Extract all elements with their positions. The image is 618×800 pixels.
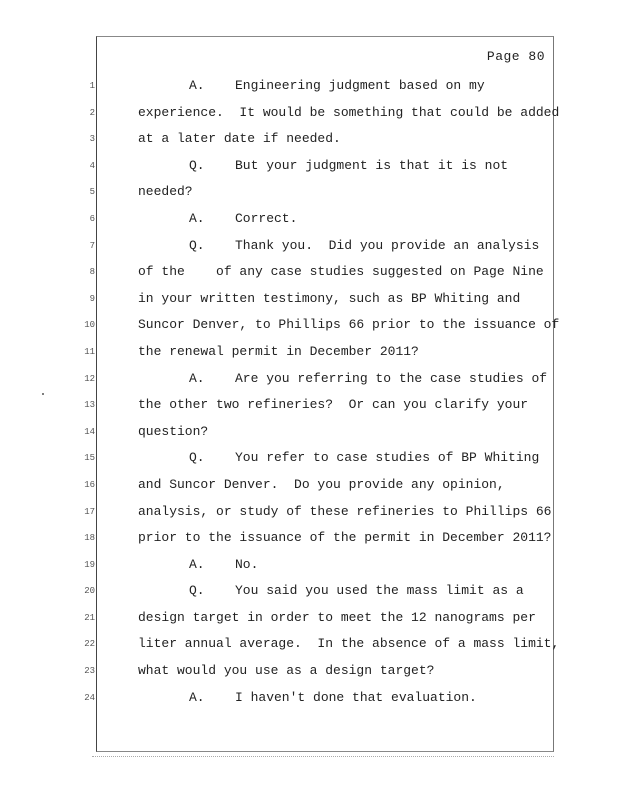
transcript-line bbox=[89, 259, 553, 286]
line-body: Are you referring to the case studies of bbox=[235, 370, 548, 386]
speaker-label: A. bbox=[189, 689, 205, 705]
line-body: the other two refineries? Or can you clarify your bbox=[138, 397, 529, 413]
line-text bbox=[138, 259, 544, 286]
line-number: 10 bbox=[84, 320, 95, 331]
line-text bbox=[138, 658, 434, 685]
line-body: liter annual average. In the absence of a mass limit, bbox=[138, 636, 560, 652]
line-body: But your judgment is that it is not bbox=[235, 157, 509, 173]
speaker-label: A. bbox=[189, 370, 205, 386]
speaker-label: A. bbox=[189, 78, 205, 93]
transcript-line bbox=[89, 100, 560, 127]
speaker-label: A. bbox=[189, 556, 205, 572]
line-text bbox=[138, 312, 559, 339]
line-text bbox=[189, 552, 258, 579]
line-body: needed? bbox=[138, 184, 193, 200]
line-text bbox=[138, 499, 551, 526]
line-number: 6 bbox=[89, 213, 95, 224]
scan-artifact-line bbox=[92, 756, 554, 758]
line-number: 17 bbox=[84, 506, 95, 517]
line-body: Engineering judgment based on my bbox=[235, 78, 485, 93]
line-number: 24 bbox=[84, 692, 95, 703]
line-body: Correct. bbox=[235, 210, 298, 226]
transcript-line bbox=[89, 206, 553, 233]
line-number: 16 bbox=[84, 479, 95, 490]
line-body: You refer to case studies of BP Whiting bbox=[235, 450, 540, 466]
line-body: in your written testimony, such as BP Whiting and bbox=[138, 290, 521, 306]
line-body: design target in order to meet the 12 nanograms per bbox=[138, 609, 536, 625]
transcript-line bbox=[89, 233, 553, 260]
transcript-line bbox=[84, 605, 553, 632]
transcript-line bbox=[89, 153, 553, 180]
transcript-line bbox=[84, 499, 553, 526]
line-text bbox=[189, 73, 485, 100]
line-text bbox=[138, 605, 536, 632]
line-text bbox=[189, 366, 547, 393]
transcript-line bbox=[84, 419, 553, 446]
line-number: 11 bbox=[84, 346, 95, 357]
line-text bbox=[138, 419, 208, 446]
transcript-line bbox=[84, 552, 553, 579]
line-body: You said you used the mass limit as a bbox=[235, 583, 524, 599]
line-number: 15 bbox=[84, 453, 95, 464]
line-number: 3 bbox=[89, 134, 95, 145]
line-body: what would you use as a design target? bbox=[138, 663, 435, 679]
transcript-line bbox=[89, 179, 553, 206]
line-text bbox=[138, 525, 551, 552]
line-body: No. bbox=[235, 556, 259, 572]
line-number: 8 bbox=[89, 267, 95, 278]
speaker-label: Q. bbox=[189, 157, 205, 173]
line-body: I haven't done that evaluation. bbox=[235, 689, 477, 705]
transcript-page bbox=[84, 36, 560, 752]
line-text bbox=[138, 392, 528, 419]
transcript-lines bbox=[84, 73, 560, 711]
transcript-line bbox=[89, 126, 553, 153]
line-number: 7 bbox=[89, 240, 95, 251]
transcript-line bbox=[84, 445, 553, 472]
line-text bbox=[138, 100, 559, 127]
line-number: 14 bbox=[84, 426, 95, 437]
line-text bbox=[189, 233, 539, 260]
line-body: at a later date if needed. bbox=[138, 131, 341, 147]
line-body: prior to the issuance of the permit in December 2011? bbox=[138, 530, 552, 546]
line-text bbox=[189, 578, 524, 605]
line-text bbox=[138, 631, 559, 658]
line-text bbox=[189, 206, 297, 233]
line-number: 18 bbox=[84, 533, 95, 544]
line-text bbox=[189, 685, 477, 712]
line-number: 5 bbox=[89, 187, 95, 198]
line-number: 20 bbox=[84, 586, 95, 597]
line-text bbox=[138, 472, 505, 499]
scan-speck bbox=[42, 393, 44, 395]
line-number: 4 bbox=[89, 160, 95, 171]
line-body: of the of any case studies suggested on Page Nine bbox=[138, 264, 544, 280]
page-number: Page 80 bbox=[486, 49, 545, 64]
line-body: question? bbox=[138, 423, 209, 439]
line-number: 1 bbox=[89, 81, 95, 91]
transcript-line bbox=[84, 339, 553, 366]
line-body: and Suncor Denver. Do you provide any opinion, bbox=[138, 476, 505, 492]
transcript-line bbox=[89, 73, 553, 100]
transcript-line bbox=[84, 658, 553, 685]
speaker-label: Q. bbox=[189, 237, 205, 253]
line-number: 9 bbox=[89, 293, 95, 304]
line-body: Suncor Denver, to Phillips 66 prior to the issuance of bbox=[138, 317, 560, 333]
line-number: 2 bbox=[89, 107, 95, 118]
line-number: 12 bbox=[84, 373, 95, 384]
line-number: 19 bbox=[84, 559, 95, 570]
speaker-label: A. bbox=[189, 210, 205, 226]
transcript-line bbox=[84, 525, 553, 552]
transcript-line bbox=[84, 472, 553, 499]
line-body: analysis, or study of these refineries to Phillips 66 bbox=[138, 503, 552, 519]
transcript-line bbox=[89, 286, 553, 313]
transcript-line bbox=[84, 685, 553, 712]
transcript-line bbox=[84, 366, 553, 393]
line-number: 13 bbox=[84, 400, 95, 411]
line-number: 23 bbox=[84, 666, 95, 677]
line-text bbox=[138, 339, 419, 366]
line-text bbox=[138, 179, 193, 206]
line-body: the renewal permit in December 2011? bbox=[138, 343, 419, 359]
transcript-line bbox=[84, 578, 553, 605]
line-body: Thank you. Did you provide an analysis bbox=[235, 237, 540, 253]
transcript-line bbox=[84, 312, 560, 339]
speaker-label: Q. bbox=[189, 450, 205, 466]
line-text bbox=[138, 286, 520, 313]
line-number: 21 bbox=[84, 612, 95, 623]
line-number: 22 bbox=[84, 639, 95, 650]
line-text bbox=[138, 126, 341, 153]
line-text bbox=[189, 445, 539, 472]
speaker-label: Q. bbox=[189, 583, 205, 599]
line-body: experience. It would be something that could be added bbox=[138, 104, 560, 120]
transcript-line bbox=[84, 631, 560, 658]
line-text bbox=[189, 153, 508, 180]
transcript-line bbox=[84, 392, 553, 419]
